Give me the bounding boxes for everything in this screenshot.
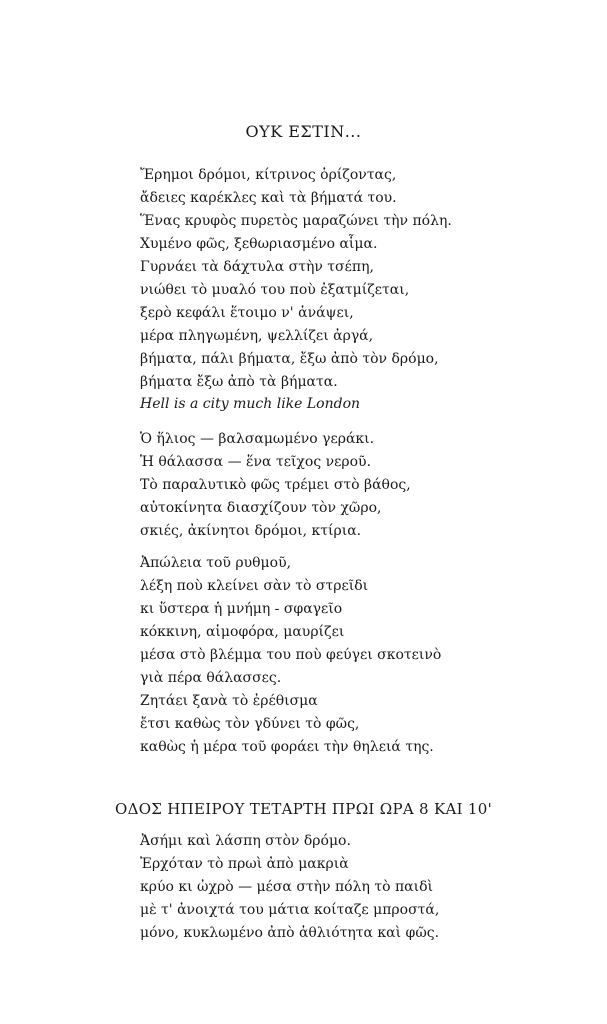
verse-line: Ἡ θάλασσα — ἕνα τεῖχος νεροῦ. [140,454,372,470]
stanza-4 [140,690,434,759]
verse-line: Χυμένο φῶς, ξεθωριασμένο αἷμα. [140,236,378,252]
verse-line: βήματα ἔξω ἀπὸ τὰ βήματα. [140,374,338,390]
verse-line: αὐτοκίνητα διασχίζουν τὸν χῶρο, [140,500,382,516]
stanza-2 [140,428,411,543]
verse-line: κι ὕστερα ἡ μνήμη - σφαγεῖο [140,601,343,617]
poem-title: ΟΥΚ ΕΣΤΙΝ... [245,122,362,141]
epigraph: Hell is a city much like London [140,396,361,412]
poem-2-stanza-1 [140,830,439,945]
verse-line: ἔτσι καθὼς τὸν γδύνει τὸ φῶς, [140,716,360,732]
verse-line: σκιές, ἀκίνητοι δρόμοι, κτίρια. [140,523,362,539]
stanza-1 [140,164,452,394]
verse-line: κρύο κι ὠχρὸ — μέσα στὴν πόλη τὸ παιδὶ [140,879,434,895]
verse-line: μέρα πληγωμένη, ψελλίζει ἀργά, [140,328,374,344]
verse-line: Γυρνάει τὰ δάχτυλα στὴν τσέπη, [140,259,374,275]
verse-line: ἄδειες καρέκλες καὶ τὰ βήματά του. [140,190,397,206]
verse-line: Ἐρχόταν τὸ πρωὶ ἀπὸ μακριὰ [140,856,349,872]
verse-line: μέσα στὸ βλέμμα του ποὺ φεύγει σκοτεινὸ [140,647,442,663]
verse-line: βήματα, πάλι βήματα, ἔξω ἀπὸ τὸν δρόμο, [140,351,439,367]
verse-line: Ἕνας κρυφὸς πυρετὸς μαραζώνει τὴν πόλη. [140,213,452,229]
verse-line: Ζητάει ξανὰ τὸ ἐρέθισμα [140,693,318,709]
verse-line: Ἔρημοι δρόμοι, κίτρινος ὁρίζοντας, [140,167,397,183]
verse-line: καθὼς ἡ μέρα τοῦ φοράει τὴν θηλειά της. [140,739,434,755]
verse-line: νιώθει τὸ μυαλό του ποὺ ἐξατμίζεται, [140,282,410,298]
verse-line: κόκκινη, αἱμοφόρα, μαυρίζει [140,624,345,640]
verse-line: λέξη ποὺ κλείνει σὰν τὸ στρεῖδι [140,578,369,594]
verse-line: μόνο, κυκλωμένο ἀπὸ ἀθλιότητα καὶ φῶς. [140,925,440,941]
verse-line: Ἀπώλεια τοῦ ρυθμοῦ, [140,555,292,571]
stanza-3 [140,552,441,690]
verse-line: γιὰ πέρα θάλασσες. [140,670,282,686]
verse-line: μὲ τ' ἀνοιχτά του μάτια κοίταζε μπροστά, [140,902,440,918]
verse-line: Τὸ παραλυτικὸ φῶς τρέμει στὸ βάθος, [140,477,411,493]
poem-2-title: ΟΔΟΣ ΗΠΕΙΡΟΥ ΤΕΤΑΡΤΗ ΠΡΩΙ ΩΡΑ 8 ΚΑΙ 10' [114,800,493,818]
verse-line: Ὁ ἥλιος — βαλσαμωμένο γεράκι. [140,431,375,447]
verse-line: Ἀσήμι καὶ λάσπη στὸν δρόμο. [140,833,351,849]
verse-line: ξερὸ κεφάλι ἕτοιμο ν' ἀνάψει, [140,305,354,321]
